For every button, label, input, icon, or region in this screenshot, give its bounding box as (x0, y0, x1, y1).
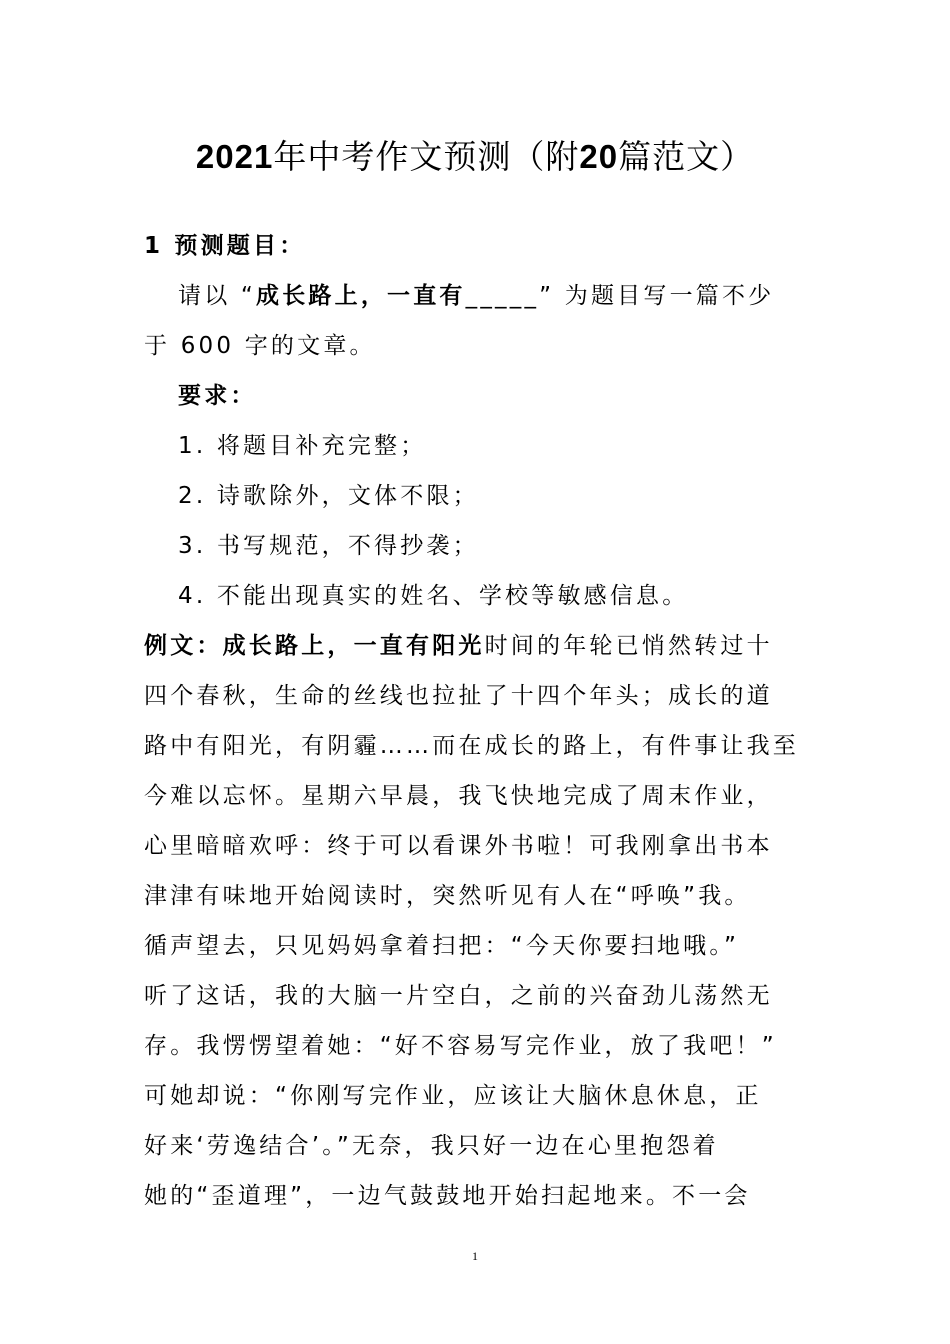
requirement-item: 3. 书写规范，不得抄袭； (178, 533, 479, 559)
example-body-line: 津津有味地开始阅读时，突然听见有人在“呼唤”我。 (144, 883, 751, 909)
example-label: 例文：成长路上，一直有阳光 (144, 633, 485, 659)
example-body-line: 可她却说：“你刚写完作业，应该让大脑休息休息，正 (144, 1083, 762, 1109)
requirement-item: 4. 不能出现真实的姓名、学校等敏感信息。 (178, 583, 689, 609)
example-body-line: 存。我愣愣望着她：“好不容易写完作业，放了我吧！” (144, 1033, 777, 1059)
title-year: 2021 (195, 138, 274, 175)
page-number: 1 (472, 1249, 478, 1263)
example-body-line: 循声望去，只见妈妈拿着扫把：“今天你要扫地哦。” (144, 933, 740, 959)
example-body-line: 好来‘劳逸结合’。”无奈，我只好一边在心里抱怨着 (144, 1133, 719, 1159)
section-heading: 1 预测题目： (144, 233, 306, 259)
requirements-heading: 要求： (178, 383, 257, 409)
requirement-item: 1. 将题目补充完整； (178, 433, 427, 459)
prompt-line-2: 于 600 字的文章。 (144, 333, 376, 359)
example-body-line: 心里暗暗欢呼：终于可以看课外书啦！可我刚拿出书本 (144, 833, 773, 859)
title-text-a: 年中考作文预测（附 (273, 137, 580, 176)
example-body-line: 今难以忘怀。星期六早晨，我飞快地完成了周末作业， (144, 783, 773, 809)
requirement-item: 2. 诗歌除外，文体不限； (178, 483, 479, 509)
document-title (0, 133, 950, 181)
example-body-line: 路中有阳光，有阴霾……而在成长的路上，有件事让我至 (144, 733, 799, 759)
example-body-line: 听了这话，我的大脑一片空白，之前的兴奋劲儿荡然无 (144, 983, 773, 1009)
example-first-line: 例文：成长路上，一直有阳光时间的年轮已悄然转过十 (144, 633, 773, 659)
example-body-line: 四个春秋，生命的丝线也拉扯了十四个年头；成长的道 (144, 683, 773, 709)
prompt-topic: 成长路上，一直有 (256, 283, 466, 309)
example-body-line: 她的“歪道理”，一边气鼓鼓地开始扫起地来。不一会 (144, 1183, 751, 1209)
prompt-line-1: 请以 “成长路上，一直有_____” 为题目写一篇不少 (178, 283, 775, 309)
title-count: 20 (579, 138, 619, 175)
title-text-b: 篇范文） (618, 137, 755, 176)
